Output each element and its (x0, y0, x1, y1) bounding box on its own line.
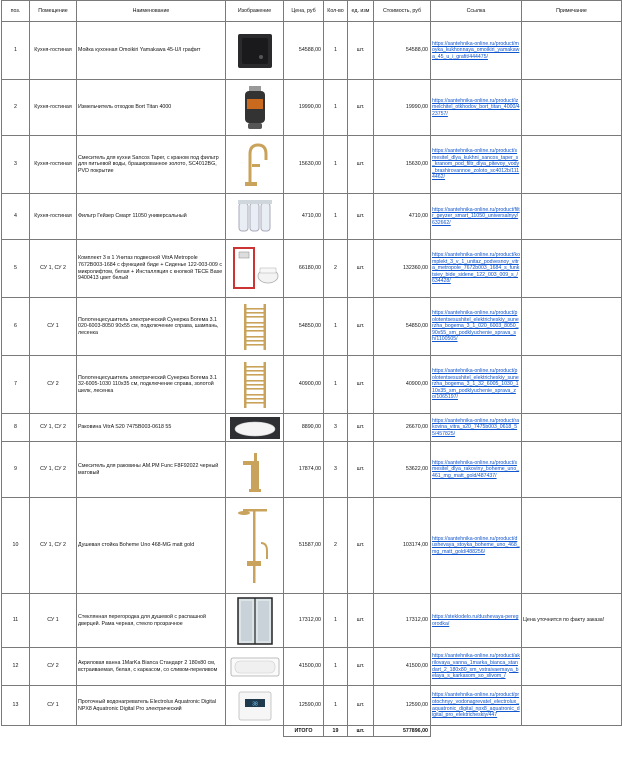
total-label: ИТОГО (284, 726, 324, 737)
row-image (226, 240, 284, 298)
row-link (431, 80, 522, 136)
header-name: Наименование (77, 1, 226, 22)
row-number: 1 (2, 22, 30, 80)
toilet-installation-icon (226, 246, 283, 292)
row-cost: 132360,00 (374, 240, 431, 298)
row-cost: 17312,00 (374, 594, 431, 648)
kitchen-faucet-gold-icon (226, 142, 283, 188)
table-row (2, 194, 622, 240)
row-image (226, 414, 284, 442)
row-room: Кухня-гостиная (30, 22, 77, 80)
row-note (522, 136, 622, 194)
row-number: 9 (2, 442, 30, 498)
row-name: Мойка кухонная Omoikiri Yamakawa 45-U/I графит (77, 22, 226, 80)
row-note (522, 194, 622, 240)
row-unit: шт. (348, 22, 374, 80)
row-cost: 103174,00 (374, 498, 431, 594)
row-cost: 4710,00 (374, 194, 431, 240)
row-link (431, 22, 522, 80)
row-cost: 12590,00 (374, 686, 431, 726)
row-qty: 1 (324, 194, 348, 240)
row-price: 54588,00 (284, 22, 324, 80)
row-number: 10 (2, 498, 30, 594)
table-row (2, 80, 622, 136)
row-number: 7 (2, 356, 30, 414)
row-name: Измельчитель отходов Bort Titan 4000 (77, 80, 226, 136)
row-price: 15630,00 (284, 136, 324, 194)
row-link (431, 498, 522, 594)
washbasin-icon (226, 416, 283, 440)
row-number: 6 (2, 298, 30, 356)
row-name: Смеситель для раковины AM.PM Func F8F92022 черный матовый (77, 442, 226, 498)
product-link[interactable]: https://santehnika-online.ru/product/dushevaya_stoyka_boheme_uno_468_mg_matt_gold/488256/ (432, 535, 520, 555)
row-unit: шт. (348, 648, 374, 686)
row-number: 4 (2, 194, 30, 240)
row-note (522, 80, 622, 136)
row-price: 19990,00 (284, 80, 324, 136)
row-number: 5 (2, 240, 30, 298)
row-link (431, 686, 522, 726)
row-note (522, 498, 622, 594)
svg-text:38: 38 (251, 701, 258, 707)
row-room: СУ 1, СУ 2 (30, 414, 77, 442)
table-row (2, 136, 622, 194)
row-room: Кухня-гостиная (30, 136, 77, 194)
row-image (226, 194, 284, 240)
row-qty: 1 (324, 648, 348, 686)
sink-black-icon (226, 31, 283, 71)
header-num: поз. (2, 1, 30, 22)
table-row (2, 594, 622, 648)
row-room: СУ 1, СУ 2 (30, 240, 77, 298)
header-image: Изображение (226, 1, 284, 22)
header-qty: Кол-во (324, 1, 348, 22)
table-row (2, 648, 622, 686)
row-name: Раковина VitrA S20 7475B003-0618 55 (77, 414, 226, 442)
row-name: Полотенцесушитель электрический Сунержа Богема 3.1 020-6003-8050 90х55 см, подключение справа, шампань, лесенка (77, 298, 226, 356)
row-cost: 54850,00 (374, 298, 431, 356)
row-qty: 1 (324, 594, 348, 648)
table-row (2, 414, 622, 442)
row-price: 40900,00 (284, 356, 324, 414)
row-note: Цена уточнится по факту заказа! (522, 594, 622, 648)
table-row (2, 22, 622, 80)
row-room: Кухня-гостиная (30, 80, 77, 136)
total-unit: шт. (348, 726, 374, 737)
row-room: СУ 1, СУ 2 (30, 498, 77, 594)
row-room: Кухня-гостиная (30, 194, 77, 240)
towel-rail-gold-icon (226, 360, 283, 410)
row-price: 17874,00 (284, 442, 324, 498)
row-unit: шт. (348, 686, 374, 726)
row-unit: шт. (348, 442, 374, 498)
row-room: СУ 2 (30, 648, 77, 686)
row-qty: 1 (324, 22, 348, 80)
row-price: 54850,00 (284, 298, 324, 356)
row-image (226, 442, 284, 498)
bathtub-icon (226, 652, 283, 682)
shower-column-gold-icon (226, 503, 283, 589)
product-link[interactable]: https://santehnika-online.ru/product/izmelchitel_otkhodov_bort_titan_4000/423757/ (432, 97, 520, 117)
product-link[interactable]: https://santehnika-online.ru/product/smesitel_dlya_rakoviny_boheme_uno_461_mg_matt_gold/487437/ (432, 459, 520, 479)
table-row (2, 298, 622, 356)
row-cost: 15630,00 (374, 136, 431, 194)
row-unit: шт. (348, 594, 374, 648)
row-unit: шт. (348, 498, 374, 594)
row-number: 13 (2, 686, 30, 726)
row-link (431, 414, 522, 442)
row-link (431, 136, 522, 194)
row-qty: 2 (324, 240, 348, 298)
row-link (431, 356, 522, 414)
towel-rail-gold-icon (226, 302, 283, 352)
water-heater-icon (226, 689, 283, 723)
row-unit: шт. (348, 414, 374, 442)
row-name: Смеситель для кухни Sancos Taper, с краном под фильтр для питьевой воды, брашированное золото, SC4012BG, PVD покрытие (77, 136, 226, 194)
row-qty: 1 (324, 298, 348, 356)
row-price: 12590,00 (284, 686, 324, 726)
row-price: 8890,00 (284, 414, 324, 442)
row-price: 4710,00 (284, 194, 324, 240)
row-room: СУ 1, СУ 2 (30, 442, 77, 498)
row-cost: 40900,00 (374, 356, 431, 414)
basin-faucet-gold-icon (226, 447, 283, 493)
row-number: 11 (2, 594, 30, 648)
product-link[interactable]: https://santehnika-online.ru/product/polotentsesushitel_elektricheskiy_sunerzha_bogema_3_1_32_6005_1030_110x35_sm_podklyuchenie_sprava_zo/1065197/ (432, 368, 519, 401)
row-note (522, 414, 622, 442)
row-room: СУ 1 (30, 298, 77, 356)
row-image (226, 594, 284, 648)
total-row (2, 726, 622, 737)
row-cost: 53622,00 (374, 442, 431, 498)
row-image (226, 648, 284, 686)
row-cost: 54588,00 (374, 22, 431, 80)
row-price: 17312,00 (284, 594, 324, 648)
water-filter-icon (226, 197, 283, 237)
row-cost: 19990,00 (374, 80, 431, 136)
product-link[interactable]: https://santehnika-online.ru/product/polotentsesushitel_elektricheskiy_sunerzha_bogema_3_1_020_6003_8050_90x55_sm_podklyuchenie_sprava_sh/1100505/ (432, 310, 519, 343)
row-number: 8 (2, 414, 30, 442)
row-qty: 1 (324, 80, 348, 136)
header-row (2, 1, 622, 22)
waste-disposer-icon (226, 85, 283, 131)
product-link[interactable]: https://santehnika-online.ru/product/smesitel_dlya_kukhni_sancos_taper_s_kranom_pod_filtr_dlya_pitevoy_vody_brashirovannoe_zoloto_sc4012b/1114462/ (432, 148, 520, 181)
table-row (2, 686, 622, 726)
row-qty: 1 (324, 136, 348, 194)
row-note (522, 442, 622, 498)
header-note: Примечание (522, 1, 622, 22)
row-unit: шт. (348, 136, 374, 194)
product-link[interactable]: https://santehnika-online.ru/product/protochnyy_vodonagrevatel_electrolux_aquatronic_digital_npx8_aquatronic_digital_pro_elektricheskiy/447 (432, 692, 520, 719)
row-number: 2 (2, 80, 30, 136)
header-unit: ед. изм (348, 1, 374, 22)
row-note (522, 648, 622, 686)
row-note (522, 22, 622, 80)
row-note (522, 356, 622, 414)
row-name: Полотенцесушитель электрический Сунержа Богема 3.1 32-6005-1030 110х35 см, подключение справа, золотой шелк, лесенка (77, 356, 226, 414)
header-price: Цена, руб (284, 1, 324, 22)
row-qty: 1 (324, 686, 348, 726)
total-qty: 19 (324, 726, 348, 737)
row-room: СУ 1 (30, 686, 77, 726)
row-link (431, 442, 522, 498)
row-image (226, 298, 284, 356)
specification-table (1, 0, 622, 737)
row-image (226, 80, 284, 136)
row-name: Стеклянная перегородка для душевой с распашной дверцей. Рама черная, стекло прозрачное (77, 594, 226, 648)
row-qty: 3 (324, 442, 348, 498)
row-cost: 41500,00 (374, 648, 431, 686)
row-link (431, 240, 522, 298)
table-row (2, 498, 622, 594)
row-note (522, 298, 622, 356)
row-link (431, 594, 522, 648)
row-room: СУ 2 (30, 356, 77, 414)
row-image (226, 356, 284, 414)
product-link[interactable]: https://santehnika-online.ru/product/rakovina_vitra_s20_7475b003_0618_55/457825/ (432, 417, 520, 437)
row-name: Комплект 3 в 1 Унитаз подвесной VitrA Metropole 7672B003-1684 с функцией биде + Сиденье 122-003-009 с микролифтом, белая + Инсталляция с кнопкой TECE Base 9400413 цвет белый (77, 240, 226, 298)
row-number: 12 (2, 648, 30, 686)
product-link[interactable]: https://santehnika-online.ru/product/akrilovaya_vanna_1marka_bianca_standart_2_180x80_sm_vstraivaemaya_belaya_s_karkasom_so_slivom_/ (432, 653, 520, 680)
glass-partition-icon (226, 596, 283, 646)
row-number: 3 (2, 136, 30, 194)
product-link[interactable]: https://santehnika-online.ru/product/moyka_kukhonnaya_omoikiri_yamakawa_45_u_i_grafit/444475/ (432, 40, 520, 60)
row-note (522, 686, 622, 726)
row-image (226, 498, 284, 594)
row-room: СУ 1 (30, 594, 77, 648)
row-image (226, 136, 284, 194)
row-name: Фильтр Гейзер Смарт 11050 универсальный (77, 194, 226, 240)
row-qty: 2 (324, 498, 348, 594)
row-link (431, 194, 522, 240)
total-cost: 577896,00 (374, 726, 431, 737)
product-link[interactable]: https://steklodelo.ru/dushevaya-peregorodka/ (432, 613, 519, 627)
row-unit: шт. (348, 80, 374, 136)
table-row (2, 442, 622, 498)
row-link (431, 298, 522, 356)
row-link (431, 648, 522, 686)
row-image (226, 686, 284, 726)
row-price: 66180,00 (284, 240, 324, 298)
row-name: Душевая стойка Boheme Uno 468-MG matt gold (77, 498, 226, 594)
header-link: Ссылка (431, 1, 522, 22)
row-unit: шт. (348, 194, 374, 240)
row-image (226, 22, 284, 80)
row-qty: 3 (324, 414, 348, 442)
row-price: 51587,00 (284, 498, 324, 594)
row-note (522, 240, 622, 298)
row-price: 41500,00 (284, 648, 324, 686)
header-cost: Стоимость, руб (374, 1, 431, 22)
row-unit: шт. (348, 240, 374, 298)
row-cost: 26670,00 (374, 414, 431, 442)
header-room: Помещение (30, 1, 77, 22)
row-unit: шт. (348, 298, 374, 356)
product-link[interactable]: https://santehnika-online.ru/product/filtr_geyzer_smart_11050_universalnyy/632662/ (432, 206, 520, 226)
table-row (2, 240, 622, 298)
table-row (2, 356, 622, 414)
row-unit: шт. (348, 356, 374, 414)
row-name: Акриловая ванна 1MarKa Bianca Стандарт 2 180х80 см, встраиваемая, белая, с каркасом, со сливом-переливом (77, 648, 226, 686)
product-link[interactable]: https://santehnika-online.ru/product/komplekt_3_v_1_unitaz_podvesnoy_vitra_metropole_7672b003_1684_s_funktsiey_bide_sidene_122_003_009_s_/634428/ (432, 252, 520, 285)
row-qty: 1 (324, 356, 348, 414)
row-name: Проточный водонагреватель Electrolux Aquatronic Digital NPX8 Aquatronic Digital Pro электрический (77, 686, 226, 726)
